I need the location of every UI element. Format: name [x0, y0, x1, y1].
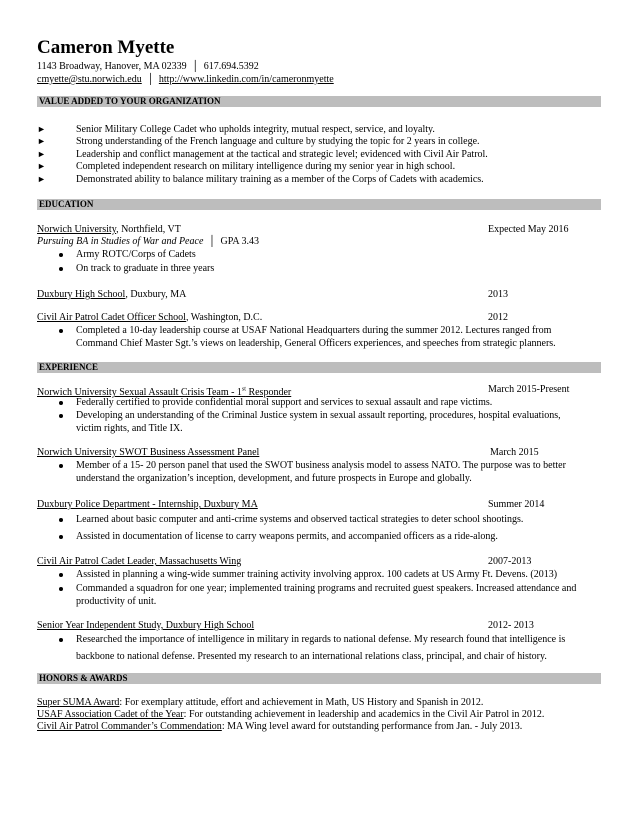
job-title-text: Senior Year Independent Study, Duxbury High School [37, 620, 255, 631]
contact-line-1 [37, 61, 259, 72]
separator: │ [191, 61, 199, 72]
job-title-sup: st [241, 387, 246, 393]
school-name: Norwich University [37, 224, 117, 235]
gpa: GPA 3.43 [220, 236, 260, 247]
honor-item [37, 709, 544, 721]
job-bullet-cont: backbone to national defense. Presented my research to an international relations class, principal, and chair of history. [76, 651, 547, 662]
honor-item [37, 697, 483, 709]
job-title [37, 620, 254, 632]
bullet-dot-icon [59, 587, 63, 591]
separator: │ [208, 236, 216, 247]
value-bullet: Demonstrated ability to balance military training as a member of the Corps of Cadets with academics. [76, 174, 484, 185]
honor-name: USAF Association Cadet of the Year [37, 709, 184, 720]
job-date: 2007-2013 [488, 556, 532, 567]
contact-line-2 [37, 74, 334, 85]
job-date: Summer 2014 [488, 499, 545, 510]
arrow-bullet-icon: ► [37, 149, 46, 159]
education-bullet-cont: Command Chief Master Sgt.’s views on leadership, General Officers experiences, and speeches from strategic planners. [76, 338, 556, 349]
school-name: Civil Air Patrol Cadet Officer School [37, 312, 186, 323]
job-title [37, 447, 259, 459]
honor-name: Super SUMA Award [37, 697, 120, 708]
school-line [37, 289, 186, 301]
arrow-bullet-icon: ► [37, 136, 46, 146]
job-bullet: Developing an understanding of the Criminal Justice system in sexual assault reporting, procedures, hospital evaluations, [76, 410, 561, 421]
degree-line [37, 236, 259, 248]
phone: 617.694.5392 [203, 61, 259, 72]
education-date: Expected May 2016 [488, 224, 569, 235]
school-name: Duxbury High School [37, 289, 126, 300]
section-heading-value-added: VALUE ADDED TO YOUR ORGANIZATION [37, 96, 601, 107]
job-title-text: Duxbury Police Department - Internship, Duxbury MA [37, 499, 258, 510]
arrow-bullet-icon: ► [37, 124, 46, 134]
value-bullet: Strong understanding of the French language and culture by studying the topic for 2 years in college. [76, 136, 480, 147]
job-bullet: Member of a 15- 20 person panel that used the SWOT business analysis model to assess NATO. The purpose was to better [76, 460, 566, 471]
education-bullet: Army ROTC/Corps of Cadets [76, 249, 196, 260]
job-title-text: Norwich University SWOT Business Assessment Panel [37, 447, 260, 458]
value-bullet: Completed independent research on military intelligence during my senior year in high school. [76, 161, 456, 172]
bullet-dot-icon [59, 414, 63, 418]
job-title [37, 556, 241, 568]
bullet-dot-icon [59, 573, 63, 577]
education-date: 2012 [488, 312, 508, 323]
job-bullet-cont: productivity of unit. [76, 596, 157, 607]
value-bullet: Senior Military College Cadet who upholds integrity, mutual respect, service, and loyalty. [76, 124, 435, 135]
education-bullet: Completed a 10-day leadership course at USAF National Headquarters during the summer 2012. Lectures ranged from [76, 325, 552, 336]
job-bullet-cont: understand the organization’s inception, development, and future prospects in Europe and globally. [76, 473, 472, 484]
job-date: 2012- 2013 [488, 620, 534, 631]
honor-desc: : MA Wing level award for outstanding performance from Jan. - July 2013. [221, 721, 523, 732]
job-bullet: Learned about basic computer and anti-crime systems and observed tactical strategies to deter school shootings. [76, 514, 524, 525]
bullet-dot-icon [59, 464, 63, 468]
school-location: , Northfield, VT [116, 224, 181, 235]
job-bullet: Assisted in planning a wing-wide summer training activity involving approx. 100 cadets at US Army Ft. Devens. (2013) [76, 569, 558, 580]
arrow-bullet-icon: ► [37, 161, 46, 171]
honor-desc: : For exemplary attitude, effort and achievement in Math, US History and Spanish in 2012. [119, 697, 484, 708]
school-location: , Washington, D.C. [185, 312, 263, 323]
bullet-dot-icon [59, 267, 63, 271]
section-heading-education: EDUCATION [37, 199, 601, 210]
honor-item [37, 721, 522, 733]
education-date: 2013 [488, 289, 508, 300]
job-date: March 2015 [490, 447, 539, 458]
bullet-dot-icon [59, 329, 63, 333]
job-bullet: Researched the importance of intelligence in military in regards to national defense. My research found that intelligence is [76, 634, 566, 645]
school-line [37, 224, 181, 236]
honor-name: Civil Air Patrol Commander’s Commendation [37, 721, 222, 732]
school-location: , Duxbury, MA [125, 289, 187, 300]
address: 1143 Broadway, Hanover, MA 02339 [37, 61, 187, 72]
section-heading-experience: EXPERIENCE [37, 362, 601, 373]
job-bullet: Commanded a squadron for one year; implemented training programs and recruited guest speakers. Increased attendance and [76, 583, 577, 594]
separator: │ [146, 74, 154, 85]
arrow-bullet-icon: ► [37, 174, 46, 184]
honor-desc: : For outstanding achievement in leadership and academics in the Civil Air Patrol in 2012. [183, 709, 545, 720]
job-title-text: Norwich University Sexual Assault Crisis Team - 1 [37, 387, 242, 399]
section-heading-honors: HONORS & AWARDS [37, 673, 601, 684]
education-bullet: On track to graduate in three years [76, 263, 215, 274]
job-title-text: Responder [245, 387, 292, 399]
bullet-dot-icon [59, 638, 63, 642]
school-line [37, 312, 262, 324]
bullet-dot-icon [59, 518, 63, 522]
email-link[interactable]: cmyette@stu.norwich.edu [37, 74, 142, 85]
job-title-text: Civil Air Patrol Cadet Leader, Massachusetts Wing [37, 556, 242, 567]
bullet-dot-icon [59, 535, 63, 539]
bullet-dot-icon [59, 401, 63, 405]
bullet-dot-icon [59, 253, 63, 257]
degree: Pursuing BA in Studies of War and Peace [37, 236, 204, 247]
value-bullet: Leadership and conflict management at the tactical and strategic level; evidenced with Civil Air Patrol. [76, 149, 488, 160]
job-bullet: Federally certified to provide confidential moral support and services to sexual assault and rape victims. [76, 397, 493, 408]
candidate-name: Cameron Myette [37, 37, 175, 58]
job-title [37, 499, 258, 511]
job-date: March 2015-Present [488, 384, 570, 395]
linkedin-link[interactable]: http://www.linkedin.com/in/cameronmyette [158, 74, 334, 85]
job-bullet-cont: victim rights, and Title IX. [76, 423, 183, 434]
job-bullet: Assisted in documentation of license to carry weapons permits, and accompanied officers as a ride-along. [76, 531, 498, 542]
